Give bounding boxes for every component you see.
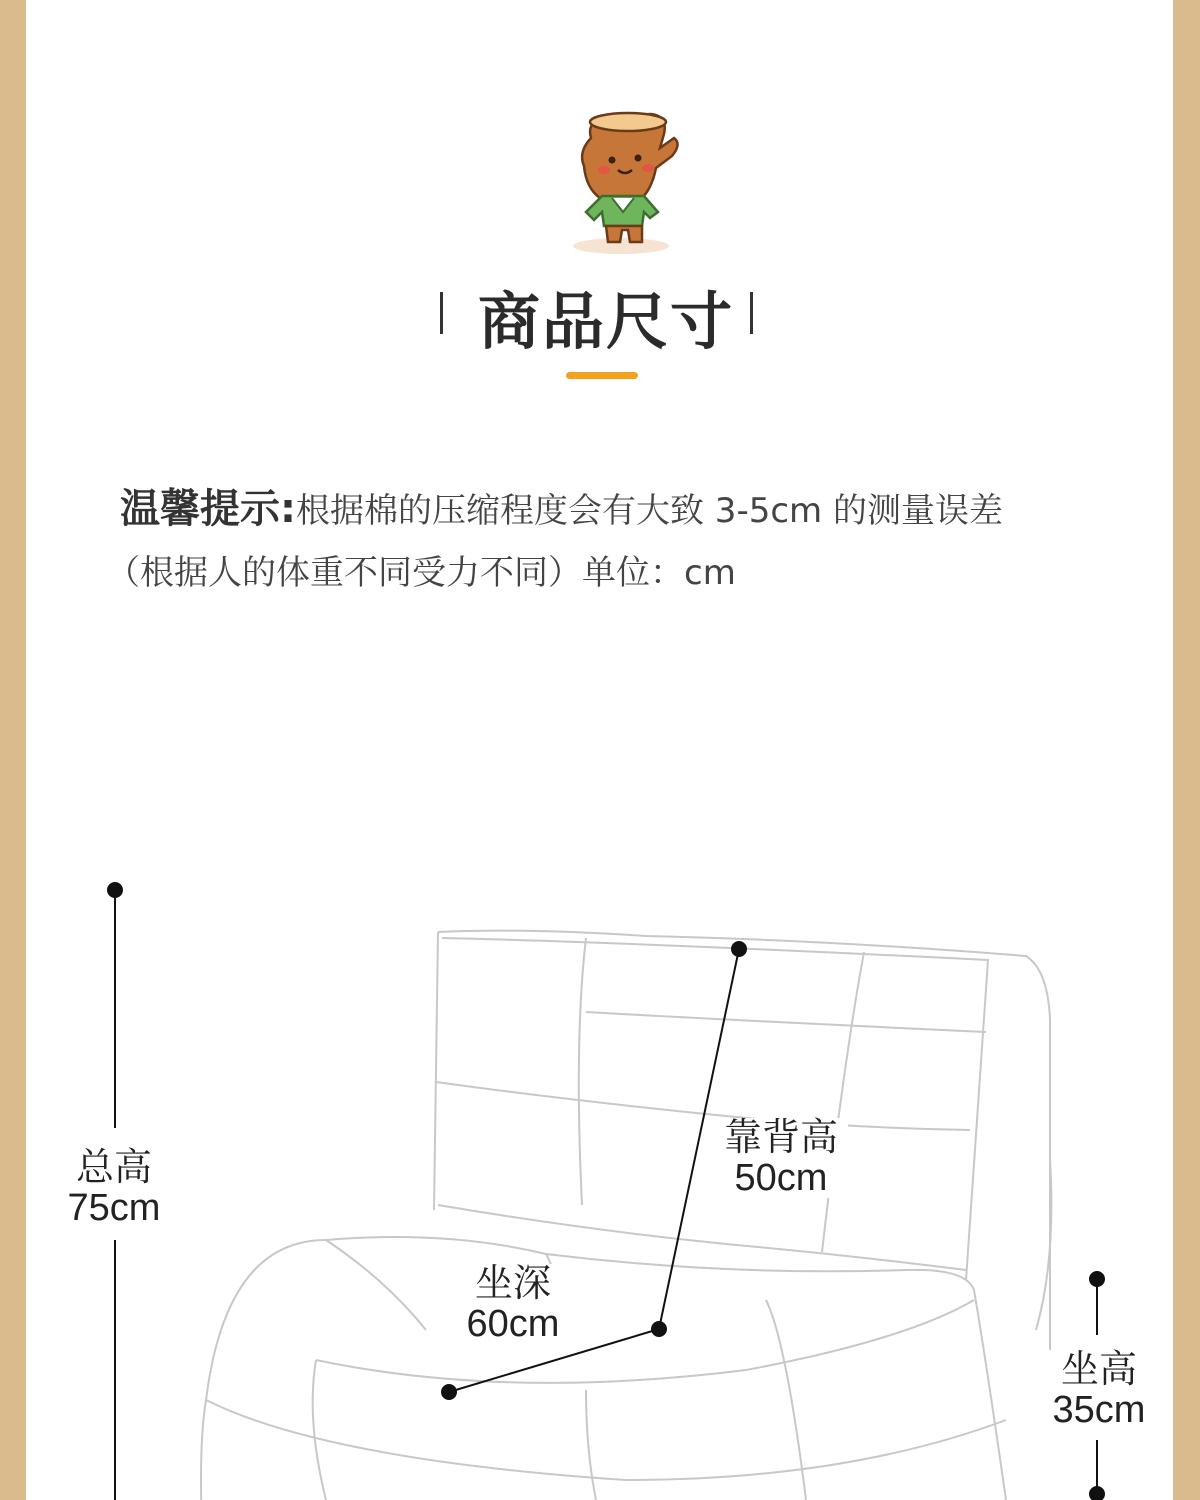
tip-line-2: （根据人的体重不同受力不同）单位：cm [106, 553, 736, 593]
section-title-row [26, 270, 1173, 360]
section-title: 商品尺寸 [477, 285, 734, 358]
sofa-dimension-diagram [26, 860, 1173, 1500]
tip-label: 温馨提示: [120, 486, 296, 532]
seat-height-label [1044, 1350, 1154, 1430]
tree-stump-mascot-icon [556, 108, 686, 258]
seat-height-name: 坐高 [1060, 1349, 1137, 1391]
title-underline [566, 372, 638, 379]
tip-line-1 [116, 478, 1116, 542]
product-detail-page [26, 0, 1173, 1500]
back-height-label [714, 1118, 848, 1198]
total-height-name: 总高 [75, 1147, 152, 1189]
seat-height-value: 35cm [1052, 1389, 1146, 1431]
back-height-value: 50cm [734, 1157, 828, 1199]
title-left-divider [440, 292, 443, 334]
seat-depth-name: 坐深 [474, 1263, 551, 1305]
total-height-label [54, 1148, 174, 1228]
title-right-divider [750, 292, 753, 334]
seat-depth-value: 60cm [466, 1303, 560, 1345]
seat-depth-label [458, 1264, 568, 1344]
total-height-value: 75cm [67, 1187, 161, 1229]
back-height-name: 靠背高 [723, 1117, 838, 1159]
sofa-sketch [26, 860, 1173, 1500]
tip-text-1: 根据棉的压缩程度会有大致 3-5cm 的测量误差 [296, 491, 1003, 531]
measurement-tip [106, 478, 1116, 604]
